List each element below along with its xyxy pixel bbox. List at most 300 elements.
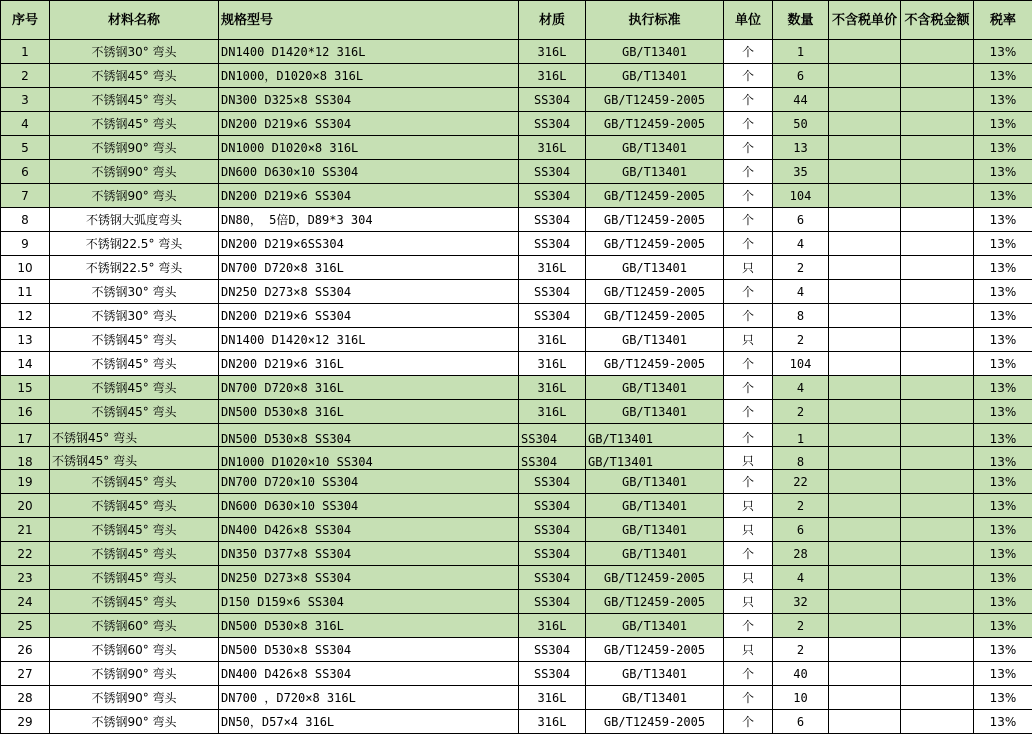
tax-rate-cell[interactable]: 13% [974,376,1032,400]
standard-cell[interactable]: GB/T12459-2005 [586,112,724,136]
quantity-cell[interactable]: 35 [773,160,829,184]
tax-rate-cell[interactable]: 13% [974,64,1032,88]
material-cell[interactable]: SS304 [519,184,586,208]
row-number-cell[interactable]: 7 [1,184,50,208]
standard-cell[interactable]: GB/T13401 [586,494,724,518]
row-number-cell[interactable]: 13 [1,328,50,352]
quantity-cell[interactable]: 6 [773,518,829,542]
unit-price-cell[interactable] [829,662,901,686]
unit-price-cell[interactable] [829,40,901,64]
quantity-cell[interactable]: 2 [773,494,829,518]
material-name-cell[interactable]: 不锈钢45° 弯头 [50,566,219,590]
unit-price-cell[interactable] [829,256,901,280]
material-cell[interactable]: SS304 [519,208,586,232]
row-number-cell[interactable]: 14 [1,352,50,376]
amount-cell[interactable] [901,64,974,88]
row-number-cell[interactable]: 8 [1,208,50,232]
row-number-cell[interactable]: 10 [1,256,50,280]
row-number-cell[interactable]: 29 [1,710,50,734]
amount-cell[interactable] [901,710,974,734]
standard-cell[interactable]: GB/T13401 [586,424,724,447]
tax-rate-cell[interactable]: 13% [974,112,1032,136]
row-number-cell[interactable]: 28 [1,686,50,710]
row-number-cell[interactable]: 17 [1,424,50,447]
material-cell[interactable]: SS304 [519,494,586,518]
material-name-cell[interactable]: 不锈钢30° 弯头 [50,304,219,328]
unit-cell[interactable]: 个 [724,64,773,88]
material-cell[interactable]: SS304 [519,232,586,256]
tax-rate-cell[interactable]: 13% [974,136,1032,160]
material-cell[interactable]: SS304 [519,424,586,447]
material-name-cell[interactable]: 不锈钢90° 弯头 [50,662,219,686]
quantity-cell[interactable]: 4 [773,232,829,256]
quantity-cell[interactable]: 1 [773,40,829,64]
unit-price-cell[interactable] [829,352,901,376]
quantity-cell[interactable]: 104 [773,184,829,208]
standard-cell[interactable]: GB/T13401 [586,518,724,542]
unit-price-cell[interactable] [829,280,901,304]
standard-cell[interactable]: GB/T12459-2005 [586,184,724,208]
standard-cell[interactable]: GB/T13401 [586,447,724,470]
tax-rate-cell[interactable]: 13% [974,40,1032,64]
spec-cell[interactable]: DN500 D530×8 SS304 [219,424,519,447]
material-name-cell[interactable]: 不锈钢90° 弯头 [50,136,219,160]
material-name-cell[interactable]: 不锈钢45° 弯头 [50,494,219,518]
unit-cell[interactable]: 个 [724,40,773,64]
standard-cell[interactable]: GB/T12459-2005 [586,88,724,112]
unit-cell[interactable]: 个 [724,662,773,686]
tax-rate-cell[interactable]: 13% [974,518,1032,542]
standard-cell[interactable]: GB/T13401 [586,136,724,160]
row-number-cell[interactable]: 27 [1,662,50,686]
amount-cell[interactable] [901,280,974,304]
tax-rate-cell[interactable]: 13% [974,662,1032,686]
unit-cell[interactable]: 个 [724,184,773,208]
quantity-cell[interactable]: 1 [773,424,829,447]
tax-rate-cell[interactable]: 13% [974,352,1032,376]
standard-cell[interactable]: GB/T13401 [586,376,724,400]
tax-rate-cell[interactable]: 13% [974,400,1032,424]
unit-price-cell[interactable] [829,376,901,400]
quantity-cell[interactable]: 28 [773,542,829,566]
material-cell[interactable]: SS304 [519,662,586,686]
unit-cell[interactable]: 个 [724,136,773,160]
amount-cell[interactable] [901,88,974,112]
unit-cell[interactable]: 个 [724,304,773,328]
spec-cell[interactable]: DN200 D219×6 SS304 [219,112,519,136]
quantity-cell[interactable]: 6 [773,208,829,232]
quantity-cell[interactable]: 2 [773,328,829,352]
material-name-cell[interactable]: 不锈钢45° 弯头 [50,400,219,424]
spec-cell[interactable]: DN400 D426×8 SS304 [219,662,519,686]
unit-cell[interactable]: 只 [724,590,773,614]
material-cell[interactable]: 316L [519,256,586,280]
material-cell[interactable]: SS304 [519,160,586,184]
material-name-cell[interactable]: 不锈钢45° 弯头 [50,518,219,542]
amount-cell[interactable] [901,662,974,686]
spec-cell[interactable]: DN300 D325×8 SS304 [219,88,519,112]
quantity-cell[interactable]: 104 [773,352,829,376]
amount-cell[interactable] [901,638,974,662]
spec-cell[interactable]: DN50，D57×4 316L [219,710,519,734]
unit-price-cell[interactable] [829,710,901,734]
tax-rate-cell[interactable]: 13% [974,542,1032,566]
material-cell[interactable]: SS304 [519,542,586,566]
row-number-cell[interactable]: 16 [1,400,50,424]
standard-cell[interactable]: GB/T13401 [586,400,724,424]
unit-cell[interactable]: 个 [724,376,773,400]
unit-cell[interactable]: 个 [724,542,773,566]
amount-cell[interactable] [901,614,974,638]
spec-cell[interactable]: DN400 D426×8 SS304 [219,518,519,542]
header-cell[interactable]: 不含税单价 [829,1,901,40]
material-cell[interactable]: SS304 [519,590,586,614]
amount-cell[interactable] [901,112,974,136]
row-number-cell[interactable]: 12 [1,304,50,328]
header-cell[interactable]: 材质 [519,1,586,40]
tax-rate-cell[interactable]: 13% [974,328,1032,352]
material-cell[interactable]: 316L [519,710,586,734]
tax-rate-cell[interactable]: 13% [974,686,1032,710]
row-number-cell[interactable]: 1 [1,40,50,64]
unit-price-cell[interactable] [829,136,901,160]
amount-cell[interactable] [901,40,974,64]
row-number-cell[interactable]: 21 [1,518,50,542]
material-name-cell[interactable]: 不锈钢90° 弯头 [50,710,219,734]
amount-cell[interactable] [901,136,974,160]
unit-price-cell[interactable] [829,638,901,662]
unit-cell[interactable]: 个 [724,400,773,424]
amount-cell[interactable] [901,470,974,494]
spec-cell[interactable]: DN1000 D1020×8 316L [219,136,519,160]
standard-cell[interactable]: GB/T13401 [586,328,724,352]
standard-cell[interactable]: GB/T12459-2005 [586,304,724,328]
unit-cell[interactable]: 个 [724,232,773,256]
unit-cell[interactable]: 只 [724,328,773,352]
tax-rate-cell[interactable]: 13% [974,256,1032,280]
unit-price-cell[interactable] [829,328,901,352]
row-number-cell[interactable]: 18 [1,447,50,470]
standard-cell[interactable]: GB/T13401 [586,64,724,88]
tax-rate-cell[interactable]: 13% [974,447,1032,470]
spec-cell[interactable]: DN80， 5倍D，D89*3 304 [219,208,519,232]
material-name-cell[interactable]: 不锈钢60° 弯头 [50,638,219,662]
material-name-cell[interactable]: 不锈钢45° 弯头 [50,88,219,112]
header-cell[interactable]: 材料名称 [50,1,219,40]
material-name-cell[interactable]: 不锈钢45° 弯头 [50,447,219,470]
row-number-cell[interactable]: 25 [1,614,50,638]
standard-cell[interactable]: GB/T12459-2005 [586,590,724,614]
standard-cell[interactable]: GB/T12459-2005 [586,710,724,734]
standard-cell[interactable]: GB/T12459-2005 [586,352,724,376]
standard-cell[interactable]: GB/T13401 [586,256,724,280]
standard-cell[interactable]: GB/T12459-2005 [586,566,724,590]
material-name-cell[interactable]: 不锈钢45° 弯头 [50,542,219,566]
unit-price-cell[interactable] [829,112,901,136]
unit-price-cell[interactable] [829,686,901,710]
unit-cell[interactable]: 个 [724,280,773,304]
unit-price-cell[interactable] [829,160,901,184]
header-cell[interactable]: 单位 [724,1,773,40]
unit-cell[interactable]: 个 [724,208,773,232]
unit-price-cell[interactable] [829,542,901,566]
standard-cell[interactable]: GB/T13401 [586,40,724,64]
tax-rate-cell[interactable]: 13% [974,232,1032,256]
header-cell[interactable]: 执行标准 [586,1,724,40]
material-name-cell[interactable]: 不锈钢90° 弯头 [50,184,219,208]
amount-cell[interactable] [901,184,974,208]
standard-cell[interactable]: GB/T13401 [586,662,724,686]
amount-cell[interactable] [901,566,974,590]
unit-cell[interactable]: 个 [724,160,773,184]
quantity-cell[interactable]: 13 [773,136,829,160]
header-cell[interactable]: 不含税金额 [901,1,974,40]
material-cell[interactable]: 316L [519,328,586,352]
tax-rate-cell[interactable]: 13% [974,160,1032,184]
row-number-cell[interactable]: 23 [1,566,50,590]
standard-cell[interactable]: GB/T13401 [586,614,724,638]
unit-price-cell[interactable] [829,232,901,256]
row-number-cell[interactable]: 4 [1,112,50,136]
standard-cell[interactable]: GB/T13401 [586,542,724,566]
quantity-cell[interactable]: 6 [773,64,829,88]
spec-cell[interactable]: DN600 D630×10 SS304 [219,494,519,518]
material-name-cell[interactable]: 不锈钢45° 弯头 [50,64,219,88]
tax-rate-cell[interactable]: 13% [974,470,1032,494]
tax-rate-cell[interactable]: 13% [974,208,1032,232]
spec-cell[interactable]: DN200 D219×6 316L [219,352,519,376]
material-name-cell[interactable]: 不锈钢45° 弯头 [50,328,219,352]
material-cell[interactable]: SS304 [519,280,586,304]
quantity-cell[interactable]: 4 [773,566,829,590]
spec-cell[interactable]: DN1400 D1420×12 316L [219,328,519,352]
spec-cell[interactable]: DN700 D720×10 SS304 [219,470,519,494]
quantity-cell[interactable]: 40 [773,662,829,686]
row-number-cell[interactable]: 5 [1,136,50,160]
amount-cell[interactable] [901,686,974,710]
material-name-cell[interactable]: 不锈钢大弧度弯头 [50,208,219,232]
standard-cell[interactable]: GB/T13401 [586,470,724,494]
quantity-cell[interactable]: 8 [773,447,829,470]
spec-cell[interactable]: D150 D159×6 SS304 [219,590,519,614]
quantity-cell[interactable]: 50 [773,112,829,136]
amount-cell[interactable] [901,208,974,232]
amount-cell[interactable] [901,424,974,447]
quantity-cell[interactable]: 4 [773,376,829,400]
unit-cell[interactable]: 只 [724,566,773,590]
material-name-cell[interactable]: 不锈钢22.5° 弯头 [50,256,219,280]
material-name-cell[interactable]: 不锈钢45° 弯头 [50,376,219,400]
material-cell[interactable]: 316L [519,40,586,64]
tax-rate-cell[interactable]: 13% [974,304,1032,328]
row-number-cell[interactable]: 22 [1,542,50,566]
spec-cell[interactable]: DN1000 D1020×10 SS304 [219,447,519,470]
material-cell[interactable]: 316L [519,352,586,376]
amount-cell[interactable] [901,304,974,328]
material-name-cell[interactable]: 不锈钢45° 弯头 [50,470,219,494]
unit-price-cell[interactable] [829,447,901,470]
tax-rate-cell[interactable]: 13% [974,494,1032,518]
quantity-cell[interactable]: 32 [773,590,829,614]
material-name-cell[interactable]: 不锈钢45° 弯头 [50,352,219,376]
material-name-cell[interactable]: 不锈钢90° 弯头 [50,160,219,184]
amount-cell[interactable] [901,590,974,614]
unit-price-cell[interactable] [829,400,901,424]
material-name-cell[interactable]: 不锈钢45° 弯头 [50,112,219,136]
standard-cell[interactable]: GB/T12459-2005 [586,638,724,662]
quantity-cell[interactable]: 2 [773,638,829,662]
amount-cell[interactable] [901,376,974,400]
quantity-cell[interactable]: 4 [773,280,829,304]
material-cell[interactable]: 316L [519,400,586,424]
material-name-cell[interactable]: 不锈钢30° 弯头 [50,280,219,304]
row-number-cell[interactable]: 3 [1,88,50,112]
quantity-cell[interactable]: 2 [773,400,829,424]
material-cell[interactable]: SS304 [519,88,586,112]
quantity-cell[interactable]: 22 [773,470,829,494]
spec-cell[interactable]: DN500 D530×8 SS304 [219,638,519,662]
tax-rate-cell[interactable]: 13% [974,638,1032,662]
header-cell[interactable]: 规格型号 [219,1,519,40]
unit-price-cell[interactable] [829,518,901,542]
unit-price-cell[interactable] [829,208,901,232]
unit-cell[interactable]: 只 [724,447,773,470]
spec-cell[interactable]: DN350 D377×8 SS304 [219,542,519,566]
unit-cell[interactable]: 只 [724,256,773,280]
spec-cell[interactable]: DN250 D273×8 SS304 [219,280,519,304]
spec-cell[interactable]: DN200 D219×6 SS304 [219,184,519,208]
unit-cell[interactable]: 个 [724,112,773,136]
header-cell[interactable]: 数量 [773,1,829,40]
row-number-cell[interactable]: 2 [1,64,50,88]
material-name-cell[interactable]: 不锈钢45° 弯头 [50,590,219,614]
spec-cell[interactable]: DN500 D530×8 316L [219,614,519,638]
tax-rate-cell[interactable]: 13% [974,424,1032,447]
amount-cell[interactable] [901,542,974,566]
tax-rate-cell[interactable]: 13% [974,280,1032,304]
unit-cell[interactable]: 个 [724,710,773,734]
tax-rate-cell[interactable]: 13% [974,566,1032,590]
unit-price-cell[interactable] [829,304,901,328]
amount-cell[interactable] [901,447,974,470]
spec-cell[interactable]: DN700 ，D720×8 316L [219,686,519,710]
quantity-cell[interactable]: 44 [773,88,829,112]
material-name-cell[interactable]: 不锈钢60° 弯头 [50,614,219,638]
material-name-cell[interactable]: 不锈钢22.5° 弯头 [50,232,219,256]
amount-cell[interactable] [901,518,974,542]
unit-cell[interactable]: 只 [724,518,773,542]
unit-cell[interactable]: 个 [724,614,773,638]
amount-cell[interactable] [901,256,974,280]
quantity-cell[interactable]: 8 [773,304,829,328]
tax-rate-cell[interactable]: 13% [974,184,1032,208]
row-number-cell[interactable]: 26 [1,638,50,662]
table-row [1,88,1032,112]
quantity-cell[interactable]: 2 [773,614,829,638]
row-number-cell[interactable]: 11 [1,280,50,304]
amount-cell[interactable] [901,494,974,518]
standard-cell[interactable]: GB/T13401 [586,686,724,710]
unit-cell[interactable]: 个 [724,686,773,710]
material-cell[interactable]: 316L [519,614,586,638]
quantity-cell[interactable]: 10 [773,686,829,710]
row-number-cell[interactable]: 20 [1,494,50,518]
material-cell[interactable]: 316L [519,376,586,400]
tax-rate-cell[interactable]: 13% [974,614,1032,638]
amount-cell[interactable] [901,232,974,256]
unit-price-cell[interactable] [829,494,901,518]
quantity-cell[interactable]: 6 [773,710,829,734]
material-name-cell[interactable]: 不锈钢45° 弯头 [50,424,219,447]
material-cell[interactable]: 316L [519,686,586,710]
row-number-cell[interactable]: 24 [1,590,50,614]
unit-price-cell[interactable] [829,88,901,112]
material-cell[interactable]: SS304 [519,566,586,590]
material-name-cell[interactable]: 不锈钢30° 弯头 [50,40,219,64]
unit-cell[interactable]: 个 [724,424,773,447]
unit-price-cell[interactable] [829,590,901,614]
spec-cell[interactable]: DN1400 D1420*12 316L [219,40,519,64]
unit-cell[interactable]: 只 [724,494,773,518]
unit-price-cell[interactable] [829,614,901,638]
material-cell[interactable]: SS304 [519,112,586,136]
amount-cell[interactable] [901,160,974,184]
unit-price-cell[interactable] [829,184,901,208]
unit-cell[interactable]: 只 [724,638,773,662]
tax-rate-cell[interactable]: 13% [974,590,1032,614]
material-cell[interactable]: 316L [519,64,586,88]
material-cell[interactable]: SS304 [519,638,586,662]
material-cell[interactable]: SS304 [519,470,586,494]
spec-cell[interactable]: DN1000，D1020×8 316L [219,64,519,88]
standard-cell[interactable]: GB/T12459-2005 [586,280,724,304]
unit-price-cell[interactable] [829,424,901,447]
material-cell[interactable]: 316L [519,136,586,160]
unit-cell[interactable]: 个 [724,470,773,494]
row-number-cell[interactable]: 6 [1,160,50,184]
spec-cell[interactable]: DN700 D720×8 316L [219,256,519,280]
spec-cell[interactable]: DN200 D219×6 SS304 [219,304,519,328]
spec-cell[interactable]: DN600 D630×10 SS304 [219,160,519,184]
header-cell[interactable]: 税率 [974,1,1032,40]
tax-rate-cell[interactable]: 13% [974,88,1032,112]
unit-price-cell[interactable] [829,470,901,494]
spec-cell[interactable]: DN250 D273×8 SS304 [219,566,519,590]
material-cell[interactable]: SS304 [519,447,586,470]
material-cell[interactable]: SS304 [519,304,586,328]
amount-cell[interactable] [901,328,974,352]
spec-cell[interactable]: DN500 D530×8 316L [219,400,519,424]
row-number-cell[interactable]: 9 [1,232,50,256]
material-name-cell[interactable]: 不锈钢90° 弯头 [50,686,219,710]
unit-cell[interactable]: 个 [724,88,773,112]
header-cell[interactable]: 序号 [1,1,50,40]
quantity-cell[interactable]: 2 [773,256,829,280]
unit-price-cell[interactable] [829,64,901,88]
standard-cell[interactable]: GB/T13401 [586,160,724,184]
spec-cell[interactable]: DN700 D720×8 316L [219,376,519,400]
row-number-cell[interactable]: 15 [1,376,50,400]
amount-cell[interactable] [901,400,974,424]
standard-cell[interactable]: GB/T12459-2005 [586,208,724,232]
tax-rate-cell[interactable]: 13% [974,710,1032,734]
standard-cell[interactable]: GB/T12459-2005 [586,232,724,256]
spec-cell[interactable]: DN200 D219×6SS304 [219,232,519,256]
unit-price-cell[interactable] [829,566,901,590]
row-number-cell[interactable]: 19 [1,470,50,494]
material-cell[interactable]: SS304 [519,518,586,542]
unit-cell[interactable]: 个 [724,352,773,376]
